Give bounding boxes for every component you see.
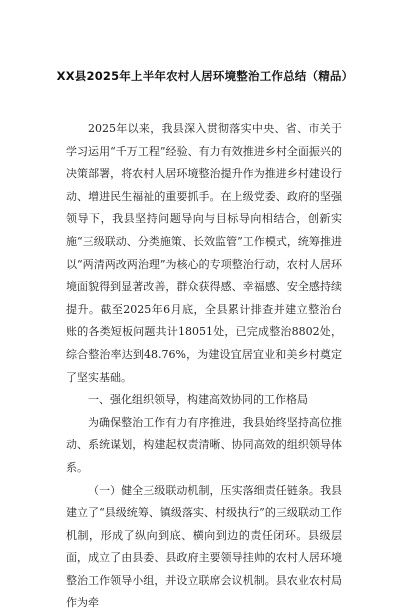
intro-paragraph: 2025年以来，我县深入贯彻落实中央、省、市关于学习运用“千万工程”经验、有力有效推进乡村全面振兴的决策部署，将农村人居环境整治提升作为推进乡村建设行动、增进民生福祉的重要抓手。在上级党委、政府的坚强领导下，我县坚持问题导向与目标导向相结合，创新实施“三级联动、分类施策、长效监管”工作模式，统筹推进以“两清两改两治理”为核心的专项整治行动，农村人居环境面貌得到显著改善，群众获得感、幸福感、安全感持续提升。截至2025年6月底，全县累计排查并建立整治台账的各类短板问题共计18051处，已完成整治8802处，综合整治率达到48.76%，为建设宜居宜业和美乡村奠定了坚实基础。 — [66, 118, 342, 389]
section-heading-1: 一、强化组织领导，构建高效协同的工作格局 — [66, 389, 342, 412]
document-title: XX县2025年上半年农村人居环境整治工作总结（精品） — [0, 68, 410, 84]
section-1-paragraph: 为确保整治工作有力有序推进，我县始终坚持高位推动、系统谋划，构建起权责清晰、协同高效的组织领导体系。 — [66, 412, 342, 480]
document-body — [66, 118, 342, 615]
subsection-1-paragraph: （一）健全三级联动机制，压实落细责任链条。我县建立了“县级统筹、镇级落实、村级执行”的三级联动工作机制，形成了纵向到底、横向到边的责任闭环。县级层面，成立了由县委、县政府主要领导挂帅的农村人居环境整治工作领导小组，并设立联席会议机制。县农业农村局作为牵 — [66, 480, 342, 615]
